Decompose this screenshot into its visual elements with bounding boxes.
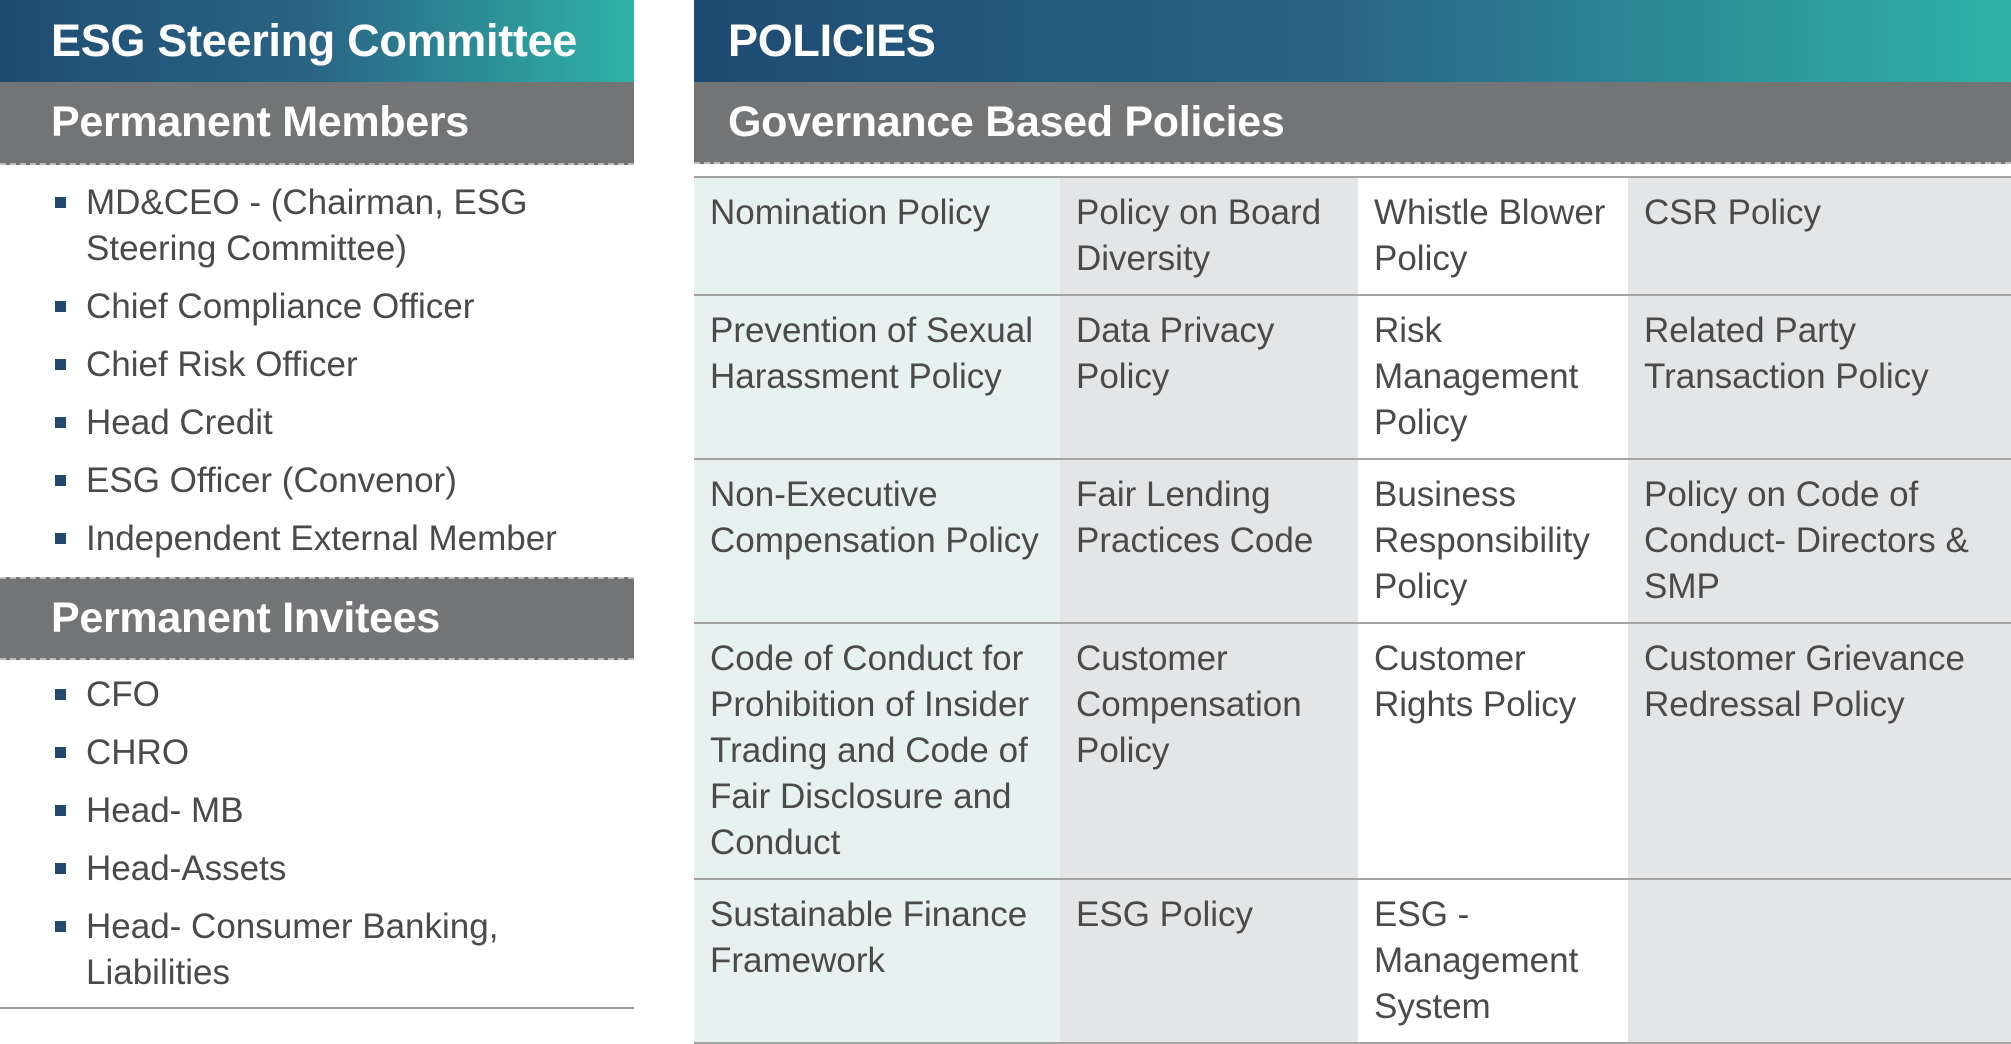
committee-title: ESG Steering Committee (0, 0, 634, 82)
member-label: MD&CEO - (Chairman, ESG Steering Committee) (86, 183, 528, 268)
member-label: ESG Officer (Convenor) (86, 461, 457, 500)
policy-cell: Fair Lending Practices Code (1060, 459, 1358, 623)
table-row (694, 177, 2011, 295)
esg-committee-panel (0, 0, 634, 1009)
policy-table (694, 176, 2011, 1044)
policy-cell: Policy on Code of Conduct- Directors & SMP (1628, 459, 2011, 623)
list-item (0, 342, 634, 388)
square-bullet-icon (55, 359, 66, 370)
square-bullet-icon (55, 747, 66, 758)
invitees-list (0, 672, 634, 1008)
policy-cell: Data Privacy Policy (1060, 295, 1358, 459)
list-item (0, 180, 556, 272)
policy-cell: Policy on Board Diversity (1060, 177, 1358, 295)
list-item (0, 516, 634, 562)
policies-subtitle: Governance Based Policies (694, 82, 2011, 164)
list-item (0, 846, 634, 892)
policy-cell: Related Party Transaction Policy (1628, 295, 2011, 459)
policy-cell-empty (1628, 879, 2011, 1043)
list-item (0, 788, 634, 834)
policy-cell: Sustainable Finance Framework (694, 879, 1060, 1043)
square-bullet-icon (55, 921, 66, 932)
policy-cell: Business Responsibility Policy (1358, 459, 1628, 623)
invitee-label: CHRO (86, 733, 190, 772)
invitee-label: Head- MB (86, 791, 244, 830)
member-label: Head Credit (86, 403, 273, 442)
policy-cell: ESG -Management System (1358, 879, 1628, 1043)
invitee-label: Head-Assets (86, 849, 287, 888)
square-bullet-icon (55, 417, 66, 428)
members-list (0, 180, 634, 574)
list-item (0, 672, 634, 718)
policies-title: POLICIES (694, 0, 2011, 82)
invitee-label: CFO (86, 675, 160, 714)
invitees-heading: Permanent Invitees (0, 577, 634, 660)
policy-cell: Code of Conduct for Prohibition of Insider Trading and Code of Fair Disclosure and Conduct (694, 623, 1060, 879)
policy-cell: Customer Compensation Policy (1060, 623, 1358, 879)
member-label: Independent External Member (86, 519, 557, 558)
policies-panel (694, 0, 2011, 1026)
members-heading: Permanent Members (0, 82, 634, 165)
table-row (694, 295, 2011, 459)
list-item (0, 458, 634, 504)
policy-cell: CSR Policy (1628, 177, 2011, 295)
policy-cell: Customer Grievance Redressal Policy (1628, 623, 2011, 879)
member-label: Chief Risk Officer (86, 345, 358, 384)
policy-cell: Customer Rights Policy (1358, 623, 1628, 879)
square-bullet-icon (55, 533, 66, 544)
policy-cell: Non-Executive Compensation Policy (694, 459, 1060, 623)
square-bullet-icon (55, 475, 66, 486)
square-bullet-icon (55, 805, 66, 816)
table-row (694, 459, 2011, 623)
member-label: Chief Compliance Officer (86, 287, 475, 326)
list-item (0, 284, 634, 330)
policy-cell: Risk Management Policy (1358, 295, 1628, 459)
square-bullet-icon (55, 197, 66, 208)
table-row (694, 879, 2011, 1043)
list-item (0, 904, 526, 996)
policy-cell: Prevention of Sexual Harassment Policy (694, 295, 1060, 459)
table-row (694, 623, 2011, 879)
list-item (0, 400, 634, 446)
invitee-label: Head- Consumer Banking, Liabilities (86, 907, 499, 992)
square-bullet-icon (55, 863, 66, 874)
list-item (0, 730, 634, 776)
policy-cell: ESG Policy (1060, 879, 1358, 1043)
square-bullet-icon (55, 301, 66, 312)
policy-cell: Nomination Policy (694, 177, 1060, 295)
policy-cell: Whistle Blower Policy (1358, 177, 1628, 295)
square-bullet-icon (55, 689, 66, 700)
